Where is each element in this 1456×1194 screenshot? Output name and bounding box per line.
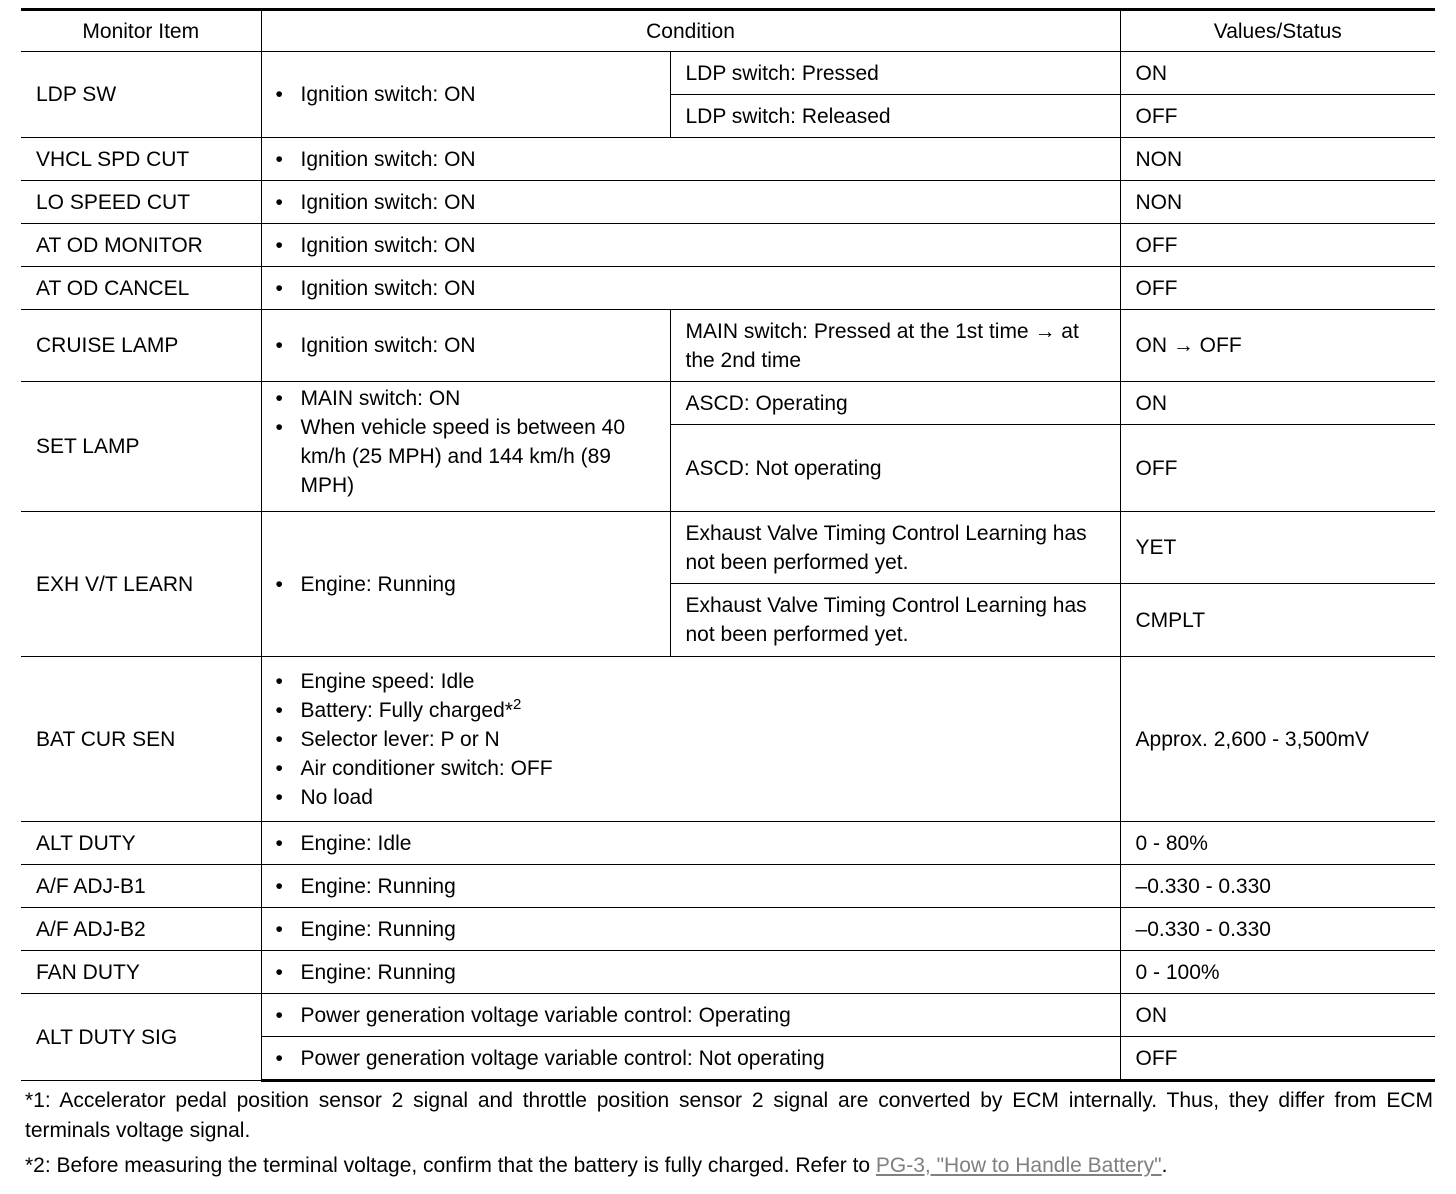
condition-cell xyxy=(261,181,1120,224)
value-cell: Approx. 2,600 - 3,500mV xyxy=(1120,657,1435,822)
footnote-2-end: . xyxy=(1161,1154,1168,1177)
value-cell: YET xyxy=(1120,512,1435,584)
sub-condition: Exhaust Valve Timing Control Learning has not been performed yet. xyxy=(670,512,1120,584)
condition-cell xyxy=(261,994,1120,1037)
monitor-item: LDP SW xyxy=(21,52,261,138)
monitor-item: VHCL SPD CUT xyxy=(21,138,261,181)
condition-bullet: • Power generation voltage variable control: Not operating xyxy=(276,1044,1120,1073)
table-row xyxy=(21,512,1435,584)
condition-bullet: • Ignition switch: ON xyxy=(276,80,670,109)
monitor-item: ALT DUTY SIG xyxy=(21,994,261,1081)
value-cell: NON xyxy=(1120,138,1435,181)
condition-cell xyxy=(261,951,1120,994)
value-cell: NON xyxy=(1120,181,1435,224)
condition-bullet: • Ignition switch: ON xyxy=(276,274,1120,303)
table-row xyxy=(21,181,1435,224)
value-cell: OFF xyxy=(1120,95,1435,138)
monitor-item: FAN DUTY xyxy=(21,951,261,994)
value-cell: –0.330 - 0.330 xyxy=(1120,865,1435,908)
footnote-2-text: *2: Before measuring the terminal voltage, confirm that the battery is fully charged. Refer to xyxy=(25,1154,876,1177)
condition-cell xyxy=(261,52,670,138)
value-cell: ON → OFF xyxy=(1120,310,1435,382)
condition-cell xyxy=(261,908,1120,951)
condition-cell xyxy=(261,512,670,657)
condition-cell xyxy=(261,224,1120,267)
condition-bullet: • Air conditioner switch: OFF xyxy=(276,754,1112,783)
value-cell: 0 - 80% xyxy=(1120,822,1435,865)
monitor-item: EXH V/T LEARN xyxy=(21,512,261,657)
condition-bullet: • Ignition switch: ON xyxy=(276,188,1120,217)
condition-bullet: • Ignition switch: ON xyxy=(276,331,670,360)
monitor-item: SET LAMP xyxy=(21,382,261,512)
table-row xyxy=(21,951,1435,994)
footnote-ref: 2 xyxy=(512,695,522,713)
footnotes xyxy=(25,1086,1433,1181)
value-cell: OFF xyxy=(1120,425,1435,512)
header-values-status: Values/Status xyxy=(1120,10,1435,52)
condition-cell xyxy=(261,267,1120,310)
condition-bullet xyxy=(276,696,1112,725)
table-header-row xyxy=(21,10,1435,52)
sub-condition: Exhaust Valve Timing Control Learning has not been performed yet. xyxy=(670,584,1120,657)
value-cell: CMPLT xyxy=(1120,584,1435,657)
table-row xyxy=(21,138,1435,181)
condition-bullet: • Engine: Running xyxy=(276,915,1120,944)
condition-bullet: • Engine: Running xyxy=(276,958,1120,987)
table-row xyxy=(21,994,1435,1037)
table-row xyxy=(21,657,1435,822)
value-cell: ON xyxy=(1120,994,1435,1037)
monitor-item: ALT DUTY xyxy=(21,822,261,865)
condition-bullet: • Power generation voltage variable control: Operating xyxy=(276,1001,1120,1030)
table-row xyxy=(21,224,1435,267)
battery-handling-link[interactable]: PG-3, "How to Handle Battery" xyxy=(875,1154,1162,1177)
condition-bullet: • Selector lever: P or N xyxy=(276,725,1112,754)
sub-condition: LDP switch: Pressed xyxy=(670,52,1120,95)
monitor-item: AT OD MONITOR xyxy=(21,224,261,267)
value-cell: –0.330 - 0.330 xyxy=(1120,908,1435,951)
condition-bullet: • MAIN switch: ON xyxy=(276,384,662,413)
sub-condition: ASCD: Operating xyxy=(670,382,1120,425)
monitor-item: AT OD CANCEL xyxy=(21,267,261,310)
condition-cell xyxy=(261,822,1120,865)
condition-bullet: • Ignition switch: ON xyxy=(276,231,1120,260)
condition-bullet: • When vehicle speed is between 40 km/h (25 MPH) and 144 km/h (89 MPH) xyxy=(276,413,662,500)
table-row xyxy=(21,267,1435,310)
value-cell: ON xyxy=(1120,52,1435,95)
condition-cell xyxy=(261,382,670,512)
condition-bullet: • Engine: Idle xyxy=(276,829,1120,858)
table-row xyxy=(21,822,1435,865)
value-cell: OFF xyxy=(1120,267,1435,310)
condition-bullet: • No load xyxy=(276,783,1112,812)
condition-cell xyxy=(261,310,670,382)
sub-condition: MAIN switch: Pressed at the 1st time → at the 2nd time xyxy=(670,310,1120,382)
table-row xyxy=(21,865,1435,908)
condition-bullet: • Engine: Running xyxy=(276,570,670,599)
header-monitor-item: Monitor Item xyxy=(21,10,261,52)
table-row xyxy=(21,52,1435,95)
monitor-item: BAT CUR SEN xyxy=(21,657,261,822)
value-cell: 0 - 100% xyxy=(1120,951,1435,994)
table-row xyxy=(21,908,1435,951)
condition-cell xyxy=(261,657,1120,822)
table-row xyxy=(21,382,1435,425)
condition-cell xyxy=(261,1037,1120,1081)
condition-bullet: • Engine: Running xyxy=(276,872,1120,901)
header-condition: Condition xyxy=(261,10,1120,52)
condition-cell xyxy=(261,138,1120,181)
monitor-item: A/F ADJ-B1 xyxy=(21,865,261,908)
monitor-item-table xyxy=(21,8,1435,1082)
sub-condition: LDP switch: Released xyxy=(670,95,1120,138)
condition-bullet: • Ignition switch: ON xyxy=(276,145,1120,174)
value-cell: OFF xyxy=(1120,224,1435,267)
sub-condition: ASCD: Not operating xyxy=(670,425,1120,512)
monitor-item: LO SPEED CUT xyxy=(21,181,261,224)
value-cell: OFF xyxy=(1120,1037,1435,1081)
monitor-item: CRUISE LAMP xyxy=(21,310,261,382)
footnote-1: *1: Accelerator pedal position sensor 2 signal and throttle position sensor 2 signal are converted by ECM internally. Thus, they differ from ECM terminals voltage signal. xyxy=(25,1089,1433,1142)
condition-text: Battery: Fully charged* xyxy=(300,698,513,722)
condition-cell xyxy=(261,865,1120,908)
table-row xyxy=(21,310,1435,382)
footnote-2 xyxy=(25,1151,1433,1181)
value-cell: ON xyxy=(1120,382,1435,425)
monitor-item: A/F ADJ-B2 xyxy=(21,908,261,951)
condition-bullet: • Engine speed: Idle xyxy=(276,667,1112,696)
